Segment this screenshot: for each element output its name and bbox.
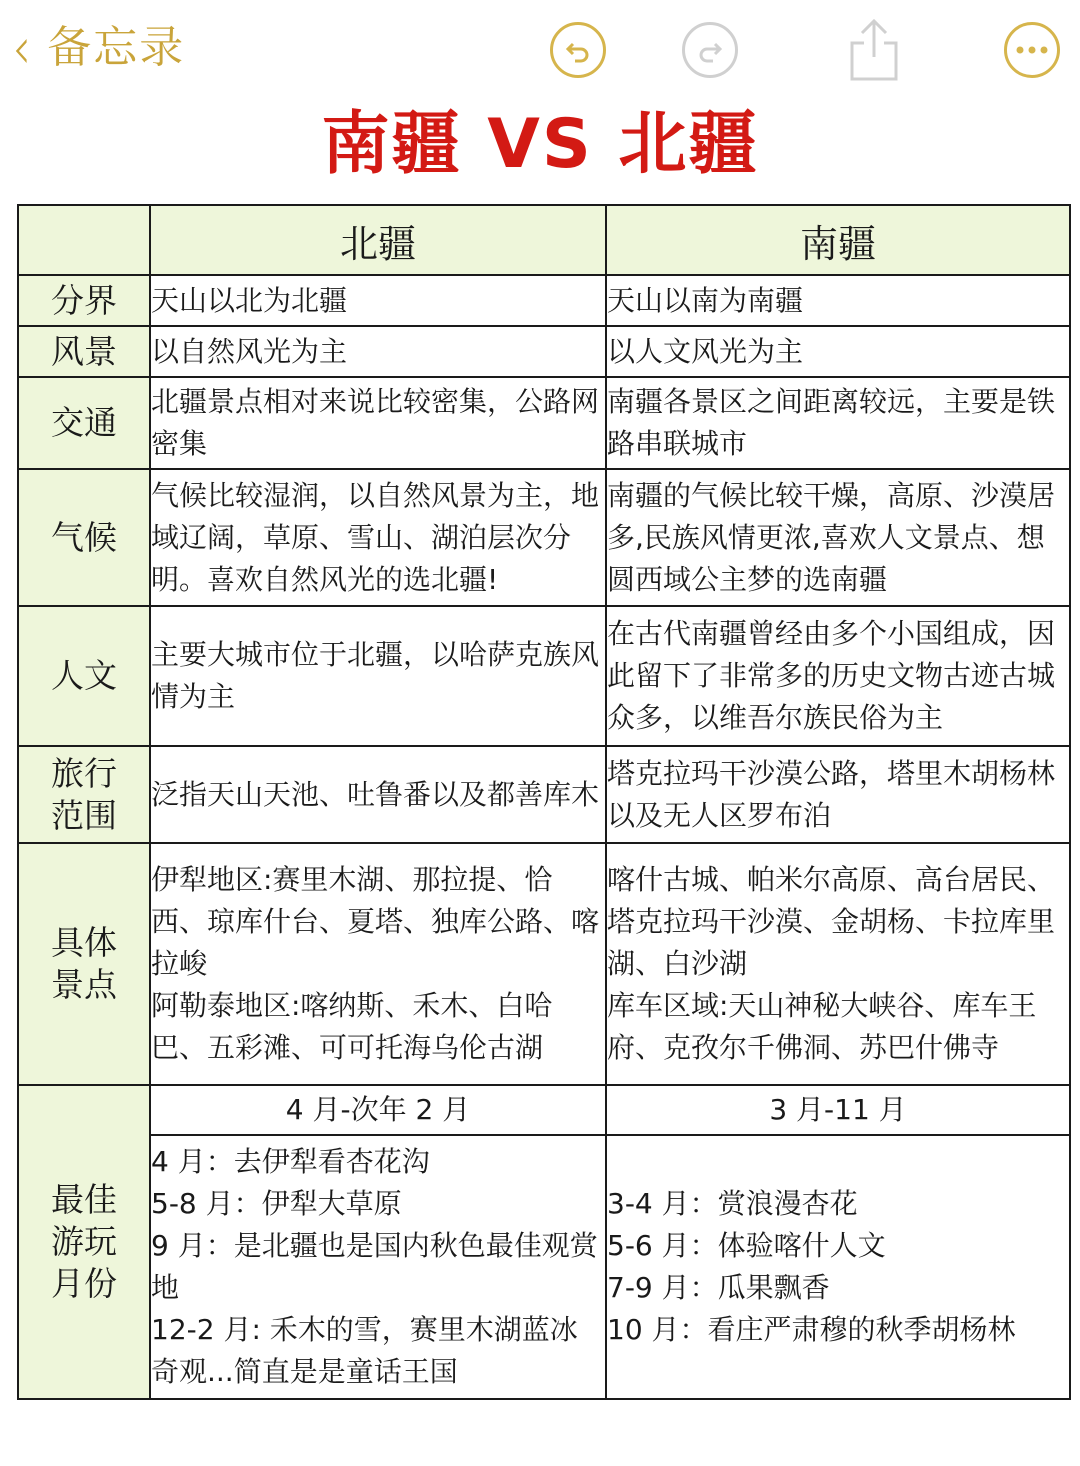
table-row — [18, 606, 1070, 746]
south-cell: 天山以南为南疆 — [606, 275, 1070, 326]
south-month-line: 3-4 月：赏浪漫杏花 — [607, 1187, 858, 1220]
more-icon — [1004, 22, 1060, 78]
north-month-line: 4 月：去伊犁看杏花沟 — [151, 1145, 430, 1178]
row-label: 气候 — [18, 469, 150, 606]
table-row — [18, 1135, 1070, 1399]
south-spot-line: 喀什古城、帕米尔高原、高台居民、塔克拉玛干沙漠、金胡杨、卡拉库里湖、白沙湖 — [607, 863, 1056, 980]
south-month-line: 5-6 月：体验喀什人文 — [607, 1229, 886, 1262]
north-month-line: 5-8 月：伊犁大草原 — [151, 1187, 402, 1220]
north-cell: 气候比较湿润，以自然风景为主，地域辽阔，草原、雪山、湖泊层次分明。喜欢自然风光的选北疆! — [150, 469, 606, 606]
table-row — [18, 377, 1070, 469]
undo-button[interactable] — [548, 20, 608, 80]
south-cell — [606, 843, 1070, 1085]
row-label: 最佳游玩月份 — [18, 1085, 150, 1399]
south-month-line: 10 月：看庄严肃穆的秋季胡杨林 — [607, 1313, 1016, 1346]
back-label: 备忘录 — [47, 22, 186, 73]
south-month-range: 3 月-11 月 — [606, 1085, 1070, 1135]
redo-button[interactable] — [680, 20, 740, 80]
table-header-row — [18, 205, 1070, 275]
south-month-line: 7-9 月：瓜果飘香 — [607, 1271, 830, 1304]
table-row — [18, 326, 1070, 377]
north-spot-line: 阿勒泰地区:喀纳斯、禾木、白哈巴、五彩滩、可可托海乌伦古湖 — [151, 989, 553, 1064]
page-title: 南疆 VS 北疆 — [321, 105, 759, 184]
north-cell — [150, 843, 606, 1085]
table-row — [18, 746, 1070, 843]
north-cell: 以自然风光为主 — [150, 326, 606, 377]
header-corner — [18, 205, 150, 275]
row-label: 分界 — [18, 275, 150, 326]
north-cell: 北疆景点相对来说比较密集，公路网密集 — [150, 377, 606, 469]
north-month-line: 9 月：是北疆也是国内秋色最佳观赏地 — [151, 1229, 598, 1304]
south-cell: 南疆各景区之间距离较远，主要是铁路串联城市 — [606, 377, 1070, 469]
top-nav-bar — [0, 0, 1080, 100]
header-south: 南疆 — [606, 205, 1070, 275]
undo-icon — [550, 22, 606, 78]
more-button[interactable] — [1002, 20, 1062, 80]
comparison-table — [17, 204, 1071, 1400]
share-icon — [846, 17, 902, 83]
share-button[interactable] — [844, 20, 904, 80]
south-cell: 塔克拉玛干沙漠公路，塔里木胡杨林以及无人区罗布泊 — [606, 746, 1070, 843]
table-row — [18, 469, 1070, 606]
table-row — [18, 275, 1070, 326]
row-label: 人文 — [18, 606, 150, 746]
north-cell — [150, 1135, 606, 1399]
north-cell: 泛指天山天池、吐鲁番以及都善库木 — [150, 746, 606, 843]
south-cell: 南疆的气候比较干燥，高原、沙漠居多,民族风情更浓,喜欢人文景点、想圆西域公主梦的选南疆 — [606, 469, 1070, 606]
table-row — [18, 843, 1070, 1085]
south-cell: 在古代南疆曾经由多个小国组成，因此留下了非常多的历史文物古迹古城众多，以维吾尔族民俗为主 — [606, 606, 1070, 746]
north-month-range: 4 月-次年 2 月 — [150, 1085, 606, 1135]
north-month-line: 12-2 月: 禾木的雪，赛里木湖蓝冰奇观...简直是是童话王国 — [151, 1313, 578, 1388]
north-spot-line: 伊犁地区:赛里木湖、那拉提、恰西、琼库什台、夏塔、独库公路、喀拉峻 — [151, 863, 600, 980]
north-cell: 天山以北为北疆 — [150, 275, 606, 326]
redo-icon — [682, 22, 738, 78]
row-label: 交通 — [18, 377, 150, 469]
south-cell: 以人文风光为主 — [606, 326, 1070, 377]
row-label: 旅行范围 — [18, 746, 150, 843]
row-label: 风景 — [18, 326, 150, 377]
south-cell — [606, 1135, 1070, 1399]
chevron-left-icon: ‹ — [12, 14, 31, 82]
row-label: 具体景点 — [18, 843, 150, 1085]
table-row — [18, 1085, 1070, 1135]
back-button[interactable] — [10, 14, 186, 82]
south-spot-line: 库车区域:天山神秘大峡谷、库车王府、克孜尔千佛洞、苏巴什佛寺 — [607, 989, 1037, 1064]
header-north: 北疆 — [150, 205, 606, 275]
north-cell: 主要大城市位于北疆，以哈萨克族风情为主 — [150, 606, 606, 746]
